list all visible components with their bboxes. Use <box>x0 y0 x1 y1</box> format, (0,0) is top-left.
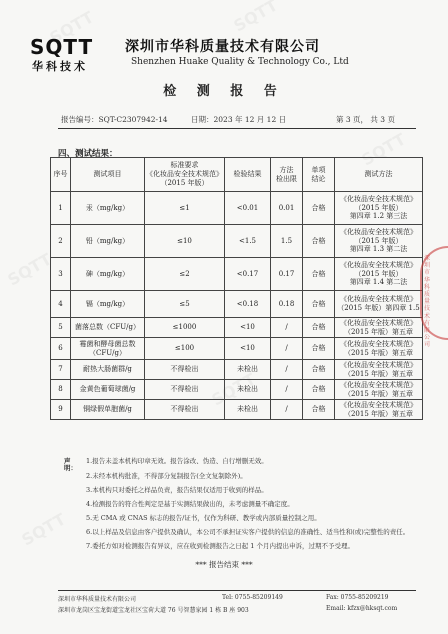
watermark <box>18 509 68 549</box>
method-line: （2015 年版）第五章 <box>343 369 414 378</box>
cell-limit: 0.18 <box>271 291 303 318</box>
method-line: （2015 年版） <box>354 203 403 212</box>
method-line: 《化妆品安全技术规范》 <box>340 339 417 348</box>
method-line: 《化妆品安全技术规范》 <box>340 400 417 409</box>
cell-method <box>335 318 423 338</box>
cell-method <box>335 380 423 400</box>
table-row <box>51 338 423 360</box>
header-conclusion-line: 结论 <box>311 174 326 183</box>
watermark <box>230 0 280 36</box>
table-row <box>51 380 423 400</box>
cell-seq: 6 <box>51 338 71 360</box>
header-seq: 序号 <box>51 158 71 192</box>
report-number: 报告编号：SQT-C2307942-14 <box>61 115 168 124</box>
cell-item: 铜绿假单胞菌/g <box>71 400 145 420</box>
table-row <box>51 192 423 225</box>
header-conclusion <box>303 158 335 192</box>
seal-text: 深圳市华科质量技术有限公司 <box>424 255 431 349</box>
cell-conclusion: 合格 <box>303 225 335 258</box>
header-method: 测试方法 <box>335 158 423 192</box>
cell-limit: 0.01 <box>271 192 303 225</box>
cell-seq: 5 <box>51 318 71 338</box>
footer-fax: Fax: 0755-85209219 <box>326 594 389 601</box>
company-name-cn: 深圳市华科质量技术有限公司 <box>125 39 320 55</box>
cell-limit: / <box>271 400 303 420</box>
cell-requirement: ≤100 <box>145 338 225 360</box>
method-line: 《化妆品安全技术规范》 <box>340 260 417 269</box>
method-line: 《化妆品安全技术规范》 <box>340 360 417 369</box>
cell-item: 铅（mg/kg） <box>71 225 145 258</box>
cell-result: <0.17 <box>225 258 271 291</box>
cell-seq: 2 <box>51 225 71 258</box>
header-limit-line: 检出限 <box>276 174 297 183</box>
cell-result: 未检出 <box>225 400 271 420</box>
cell-seq: 4 <box>51 291 71 318</box>
cell-method <box>335 338 423 360</box>
cell-result: <0.18 <box>225 291 271 318</box>
report-end-text: *** 报告结束 *** <box>195 560 253 569</box>
cell-seq: 7 <box>51 360 71 380</box>
cell-method <box>335 400 423 420</box>
cell-requirement: 不得检出 <box>145 380 225 400</box>
method-line: 《化妆品安全技术规范》 <box>340 194 417 203</box>
footer-email: Email: kfzx@hksqt.com <box>326 605 398 612</box>
table-row <box>51 318 423 338</box>
cell-limit: / <box>271 360 303 380</box>
cell-result: <0.01 <box>225 192 271 225</box>
logo-letters: SQTT <box>30 35 94 59</box>
cell-conclusion: 合格 <box>303 338 335 360</box>
section-title: 四、测试结果： <box>58 149 118 159</box>
method-line: 第四章 1.3 第二法 <box>349 245 408 254</box>
method-line: （2015 年版） <box>354 236 403 245</box>
note-item: 5.无 CMA 或 CNAS 标志的报告/证书，仅作为科研、教学或内部质量控制之用。 <box>86 514 321 522</box>
cell-method <box>335 225 423 258</box>
method-line: （2015 年版） <box>354 269 403 278</box>
cell-method <box>335 291 423 318</box>
header-standard-line: 标准要求 <box>170 161 199 170</box>
watermark <box>4 249 54 289</box>
notes-heading: 声明： <box>64 457 77 472</box>
cell-seq: 9 <box>51 400 71 420</box>
cell-result: 未检出 <box>225 360 271 380</box>
table-row <box>51 400 423 420</box>
report-title: 检 测 报 告 <box>163 84 285 99</box>
header-standard-line: 《化妆品安全技术规范》 <box>146 170 223 179</box>
report-date: 日期：2023 年 12 月 12 日 <box>191 115 287 124</box>
cell-conclusion: 合格 <box>303 258 335 291</box>
cell-requirement: 不得检出 <box>145 400 225 420</box>
note-item: 4.检测报告的符合性判定是基于实测结果做出的，未考虑测量不确定度。 <box>86 500 294 508</box>
cell-requirement: ≤5 <box>145 291 225 318</box>
note-item: 7.委托方如对检测报告有异议，应在收到检测报告之日起 1 个月内提出申诉，过期不予受理。 <box>86 542 354 550</box>
method-line: 《化妆品安全技术规范》 <box>340 380 417 389</box>
cell-limit: / <box>271 318 303 338</box>
cell-conclusion: 合格 <box>303 360 335 380</box>
cell-conclusion: 合格 <box>303 400 335 420</box>
cell-limit: 0.17 <box>271 258 303 291</box>
method-line: 《化妆品安全技术规范》 <box>340 227 417 236</box>
table-row <box>51 258 423 291</box>
cell-method <box>335 258 423 291</box>
table-row <box>51 225 423 258</box>
note-item: 6.以上样品及信息由客户提供及确认，本公司不承担证实客户提供的信息的准确性、适当性和(或)完整性的责任。 <box>86 528 410 536</box>
footer-tel: Tel: 0755-85209149 <box>222 594 283 601</box>
method-line: 《化妆品安全技术规范》 <box>340 295 417 304</box>
cell-result: <1.5 <box>225 225 271 258</box>
company-name-en: Shenzhen Huake Quality & Technology Co., Ltd <box>131 57 349 67</box>
cell-conclusion: 合格 <box>303 318 335 338</box>
cell-item: 菌落总数（CFU/g） <box>71 318 145 338</box>
cell-requirement: ≤1000 <box>145 318 225 338</box>
cell-seq: 1 <box>51 192 71 225</box>
method-line: 第四章 1.4 第二法 <box>349 278 408 287</box>
header-item: 测试项目 <box>71 158 145 192</box>
cell-result: 未检出 <box>225 380 271 400</box>
header-standard-line: （2015 年版） <box>160 178 209 187</box>
logo-subtitle: 华科技术 <box>32 60 88 73</box>
cell-item: 镉（mg/kg） <box>71 291 145 318</box>
header-result: 检验结果 <box>225 158 271 192</box>
cell-conclusion: 合格 <box>303 192 335 225</box>
cell-requirement: ≤10 <box>145 225 225 258</box>
method-line: 《化妆品安全技术规范》 <box>340 318 417 327</box>
cell-item: 霉菌和酵母菌总数（CFU/g） <box>71 338 145 360</box>
cell-requirement: 不得检出 <box>145 360 225 380</box>
note-item: 3.本机构只对委托之样品负责，报告结果仅适用于收到的样品。 <box>86 486 268 494</box>
cell-conclusion: 合格 <box>303 380 335 400</box>
note-item: 1.报告未盖本机构印章无效。报告涂改、伪造、自行增删无效。 <box>86 457 268 465</box>
table-row <box>51 291 423 318</box>
method-line: （2015 年版）第五章 <box>343 348 414 357</box>
note-item: 2.未经本机构批准，不得部分复制报告(全文复制除外)。 <box>86 472 247 480</box>
cell-seq: 8 <box>51 380 71 400</box>
header-conclusion-line: 单项 <box>311 165 326 174</box>
method-line: （2015 年版）第五章 <box>343 327 414 336</box>
cell-item: 耐热大肠菌群/g <box>71 360 145 380</box>
cell-limit: / <box>271 338 303 360</box>
cell-limit: / <box>271 380 303 400</box>
method-line: （2015 年版）第五章 <box>343 409 414 418</box>
cell-conclusion: 合格 <box>303 291 335 318</box>
method-line: （2015 年版）第四章 1.5 <box>337 304 420 312</box>
cell-method <box>335 360 423 380</box>
method-line: （2015 年版）第五章 <box>343 389 414 398</box>
header-divider <box>58 128 416 129</box>
cell-requirement: ≤2 <box>145 258 225 291</box>
cell-result: <10 <box>225 338 271 360</box>
table-header-row <box>51 158 423 192</box>
cell-item: 砷（mg/kg） <box>71 258 145 291</box>
cell-result: <10 <box>225 318 271 338</box>
method-line: 第四章 1.2 第三法 <box>349 212 408 221</box>
company-logo <box>28 33 108 73</box>
cell-item: 金黄色葡萄球菌/g <box>71 380 145 400</box>
cell-requirement: ≤1 <box>145 192 225 225</box>
header-limit-line: 方法 <box>279 165 294 174</box>
results-table <box>50 157 423 420</box>
header-limit <box>271 158 303 192</box>
footer-company: 深圳市华科质量技术有限公司 <box>58 596 137 603</box>
report-header <box>28 33 428 75</box>
cell-item: 汞（mg/kg） <box>71 192 145 225</box>
footer-divider <box>58 590 416 591</box>
cell-seq: 3 <box>51 258 71 291</box>
header-standard <box>145 158 225 192</box>
table-row <box>51 360 423 380</box>
cell-method <box>335 192 423 225</box>
page-number: 第 3 页， 共 3 页 <box>336 115 395 124</box>
footer-address: 深圳市龙岗区宝龙街道宝龙社区宝荷大道 76 号智慧家园 1 栋 B 座 903 <box>58 607 249 614</box>
cell-limit: 1.5 <box>271 225 303 258</box>
